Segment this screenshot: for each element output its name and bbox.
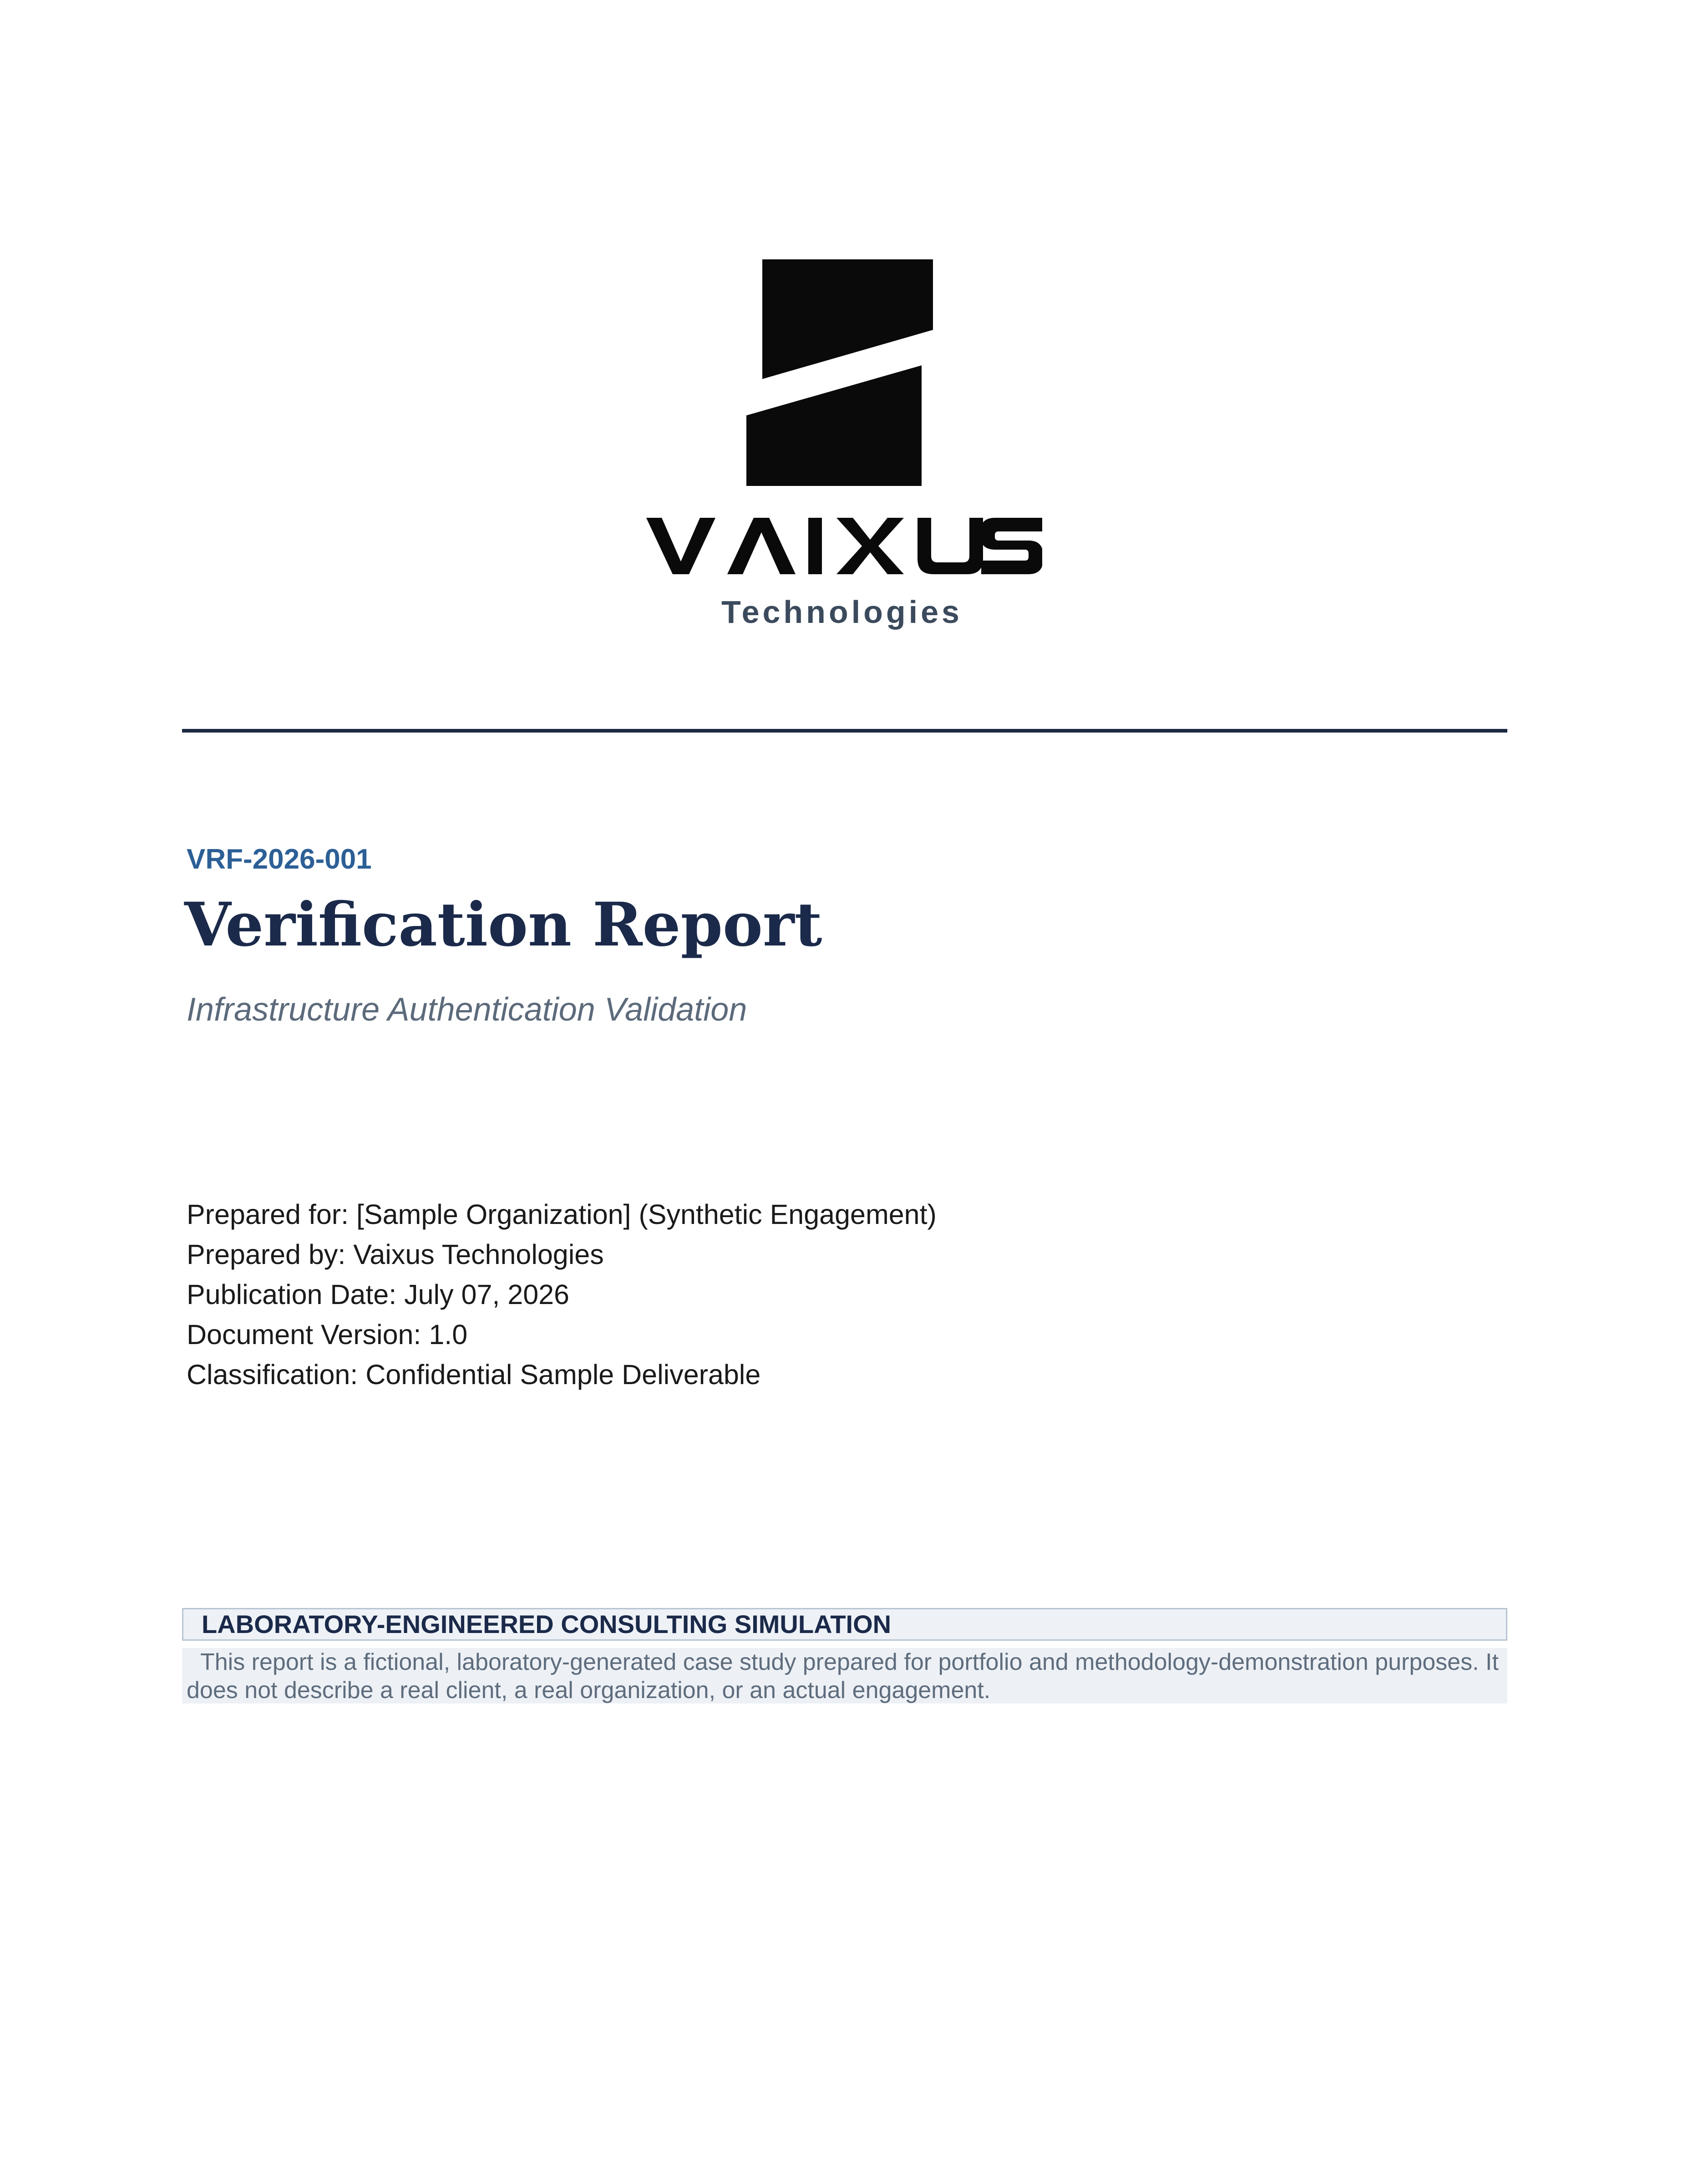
notice-body-text: This report is a fictional, laboratory-generated case study prepared for portfolio and methodology-demonstration purposes. It does not describe a real client, a real organization, or an actual engagement. <box>187 1649 1499 1704</box>
meta-classification: Classification: Confidential Sample Deliverable <box>187 1359 761 1390</box>
header-divider <box>182 729 1507 733</box>
logo-subtitle: Technologies <box>721 594 963 630</box>
document-id: VRF-2026-001 <box>187 844 372 875</box>
document-subtitle: Infrastructure Authentication Validation <box>187 991 747 1028</box>
document-metadata <box>187 1194 937 1395</box>
meta-prepared-by: Prepared by: Vaixus Technologies <box>187 1239 604 1270</box>
notice-heading-box <box>182 1608 1507 1641</box>
meta-prepared-for: Prepared for: [Sample Organization] (Synthetic Engagement) <box>187 1199 937 1230</box>
notice-heading: LABORATORY-ENGINEERED CONSULTING SIMULATION <box>202 1610 892 1638</box>
notice-body-box <box>182 1648 1507 1704</box>
document-title: Verification Report <box>184 890 822 960</box>
vaixus-logo-wordmark <box>646 514 1042 578</box>
meta-document-version: Document Version: 1.0 <box>187 1319 468 1350</box>
meta-publication-date: Publication Date: July 07, 2026 <box>187 1279 569 1310</box>
vaixus-logo-mark <box>746 259 942 487</box>
